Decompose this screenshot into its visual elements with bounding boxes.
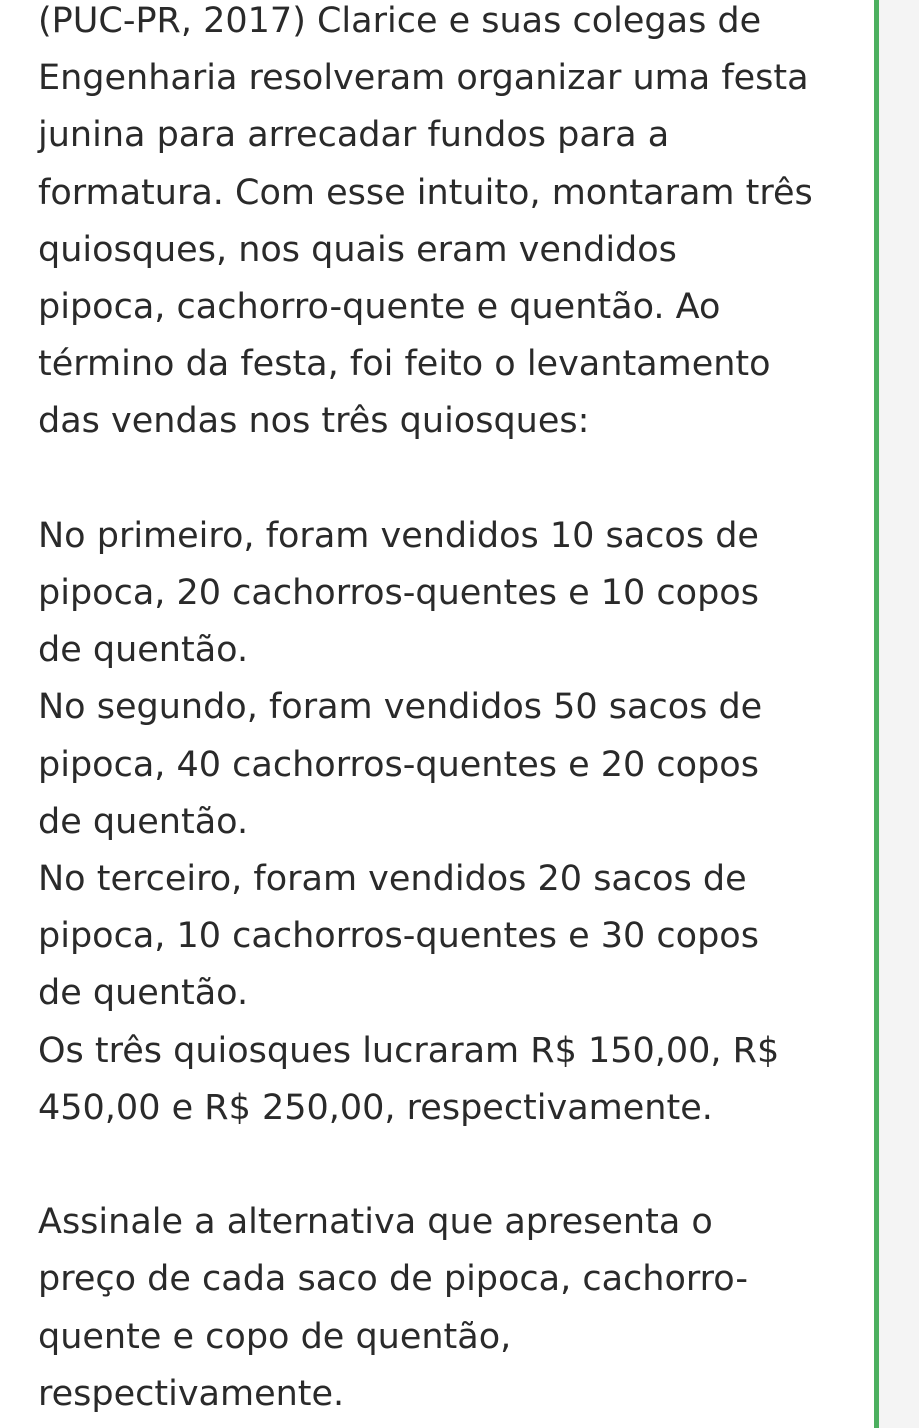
- question-line: pipoca, 40 cachorros-quentes e 20 copos: [38, 744, 759, 785]
- question-line: (PUC-PR, 2017) Clarice e suas colegas de: [38, 1, 762, 41]
- question-line: de quentão.: [38, 973, 249, 1014]
- question-line: pipoca, 10 cachorros-quentes e 30 copos: [38, 916, 759, 957]
- question-line: término da festa, foi feito o levantamento: [38, 344, 771, 385]
- question-text: [38, 0, 838, 1423]
- question-line: pipoca, 20 cachorros-quentes e 10 copos: [38, 573, 759, 614]
- question-line: No primeiro, foram vendidos 10 sacos de: [38, 515, 759, 556]
- question-line: 450,00 e R$ 250,00, respectivamente.: [38, 1087, 713, 1128]
- blank-line: [38, 451, 838, 508]
- question-line: Os três quiosques lucraram R$ 150,00, R$: [38, 1030, 780, 1071]
- question-line: de quentão.: [38, 630, 249, 671]
- blank-line: [38, 1137, 838, 1194]
- question-line: preço de cada saco de pipoca, cachorro-: [38, 1259, 748, 1300]
- question-line: Engenharia resolveram organizar uma festa: [38, 58, 809, 99]
- question-line: No segundo, foram vendidos 50 sacos de: [38, 687, 763, 728]
- question-line: formatura. Com esse intuito, montaram três: [38, 172, 813, 213]
- question-line: respectivamente.: [38, 1373, 345, 1414]
- question-line: No terceiro, foram vendidos 20 sacos de: [38, 859, 747, 900]
- side-gutter: [879, 0, 919, 1428]
- question-line: das vendas nos três quiosques:: [38, 401, 590, 442]
- question-line: quiosques, nos quais eram vendidos: [38, 229, 677, 270]
- question-line: pipoca, cachorro-quente e quentão. Ao: [38, 287, 721, 328]
- question-line: Assinale a alternativa que apresenta o: [38, 1202, 713, 1243]
- question-line: de quentão.: [38, 801, 249, 842]
- question-line: quente e copo de quentão,: [38, 1316, 512, 1357]
- question-line: junina para arrecadar fundos para a: [38, 115, 670, 156]
